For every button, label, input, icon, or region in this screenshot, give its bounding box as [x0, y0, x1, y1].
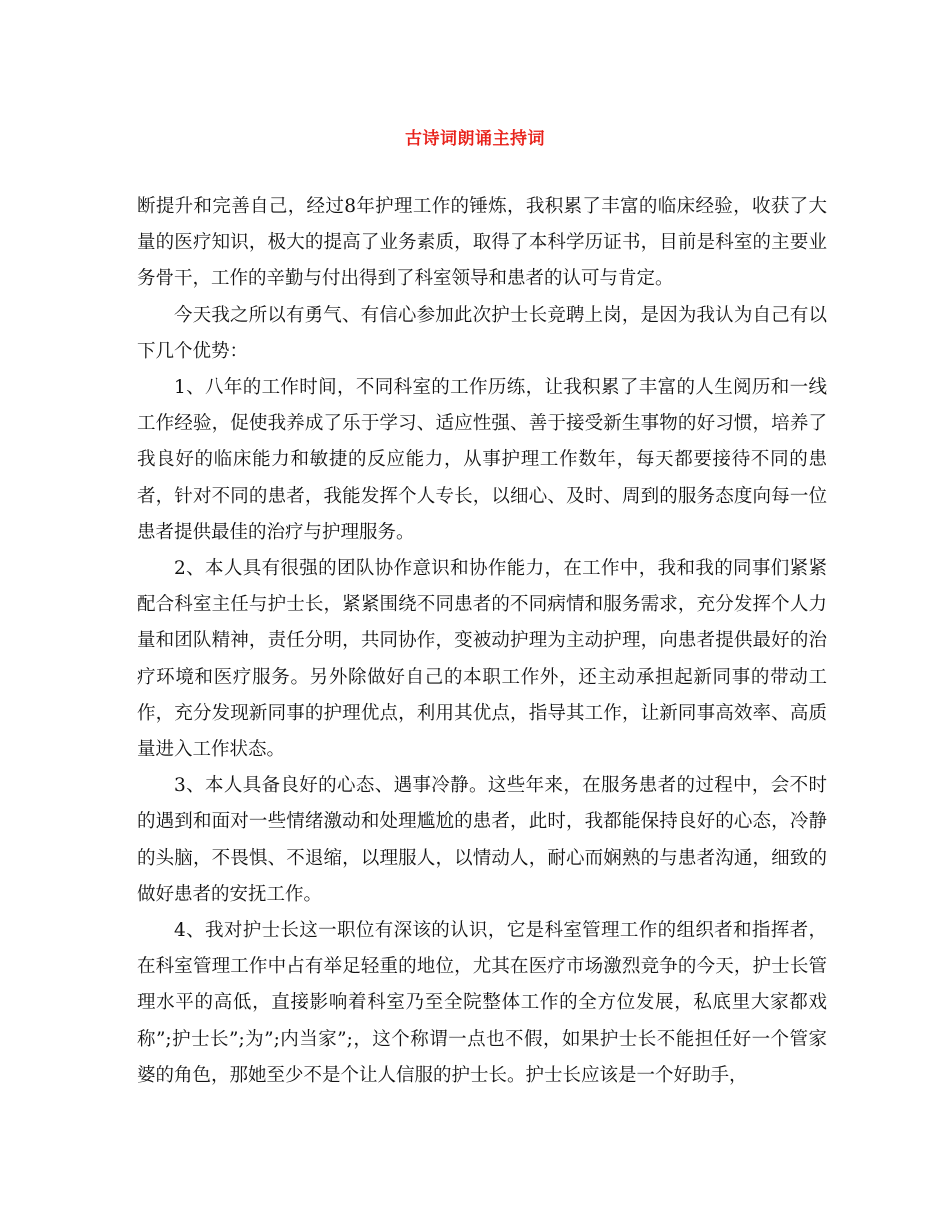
document-body — [137, 189, 827, 1094]
paragraph-point-4: 4、我对护士长这一职位有深该的认识，它是科室管理工作的组织者和指挥者，在科室管理工作中占有举足轻重的地位，尤其在医疗市场激烈竞争的今天，护士长管理水平的高低，直接影响着科室乃至全院整体工作的全方位发展，私底里大家都戏称”;护士长”;为”;内当家”;，这个称谓一点也不假，如果护士长不能担任好一个管家婆的角色，那她至少不是个让人信服的护士长。护士长应该是一个好助手， — [137, 920, 827, 1086]
paragraph-intro: 今天我之所以有勇气、有信心参加此次护士长竞聘上岗，是因为我认为自己有以下几个优势： — [137, 304, 827, 362]
document-title: 古诗词朗诵主持词 — [405, 129, 545, 149]
paragraph-point-3: 3、本人具备良好的心态、遇事冷静。这些年来，在服务患者的过程中，会不时的遇到和面对一些情绪激动和处理尴尬的患者，此时，我都能保持良好的心态，冷静的头脑，不畏惧、不退缩，以理服人，以情动人，耐心而娴熟的与患者沟通，细致的做好患者的安抚工作。 — [137, 775, 827, 905]
paragraph-point-2: 2、本人具有很强的团队协作意识和协作能力，在工作中，我和我的同事们紧紧配合科室主任与护士长，紧紧围绕不同患者的不同病情和服务需求，充分发挥个人力量和团队精神，责任分明，共同协作，变被动护理为主动护理，向患者提供最好的治疗环境和医疗服务。另外除做好自己的本职工作外，还主动承担起新同事的带动工作，充分发现新同事的护理优点，利用其优点，指导其工作，让新同事高效率、高质量进入工作状态。 — [137, 558, 827, 761]
paragraph-point-1: 1、八年的工作时间，不同科室的工作历练，让我积累了丰富的人生阅历和一线工作经验，促使我养成了乐于学习、适应性强、善于接受新生事物的好习惯，培养了我良好的临床能力和敏捷的反应能力，从事护理工作数年，每天都要接待不同的患者，针对不同的患者，我能发挥个人专长，以细心、及时、周到的服务态度向每一位患者提供最佳的治疗与护理服务。 — [137, 377, 827, 543]
paragraph-continuation: 断提升和完善自己，经过8年护理工作的锤炼，我积累了丰富的临床经验，收获了大量的医疗知识，极大的提高了业务素质，取得了本科学历证书，目前是科室的主要业务骨干，工作的辛勤与付出得到了科室领导和患者的认可与肯定。 — [137, 196, 827, 290]
